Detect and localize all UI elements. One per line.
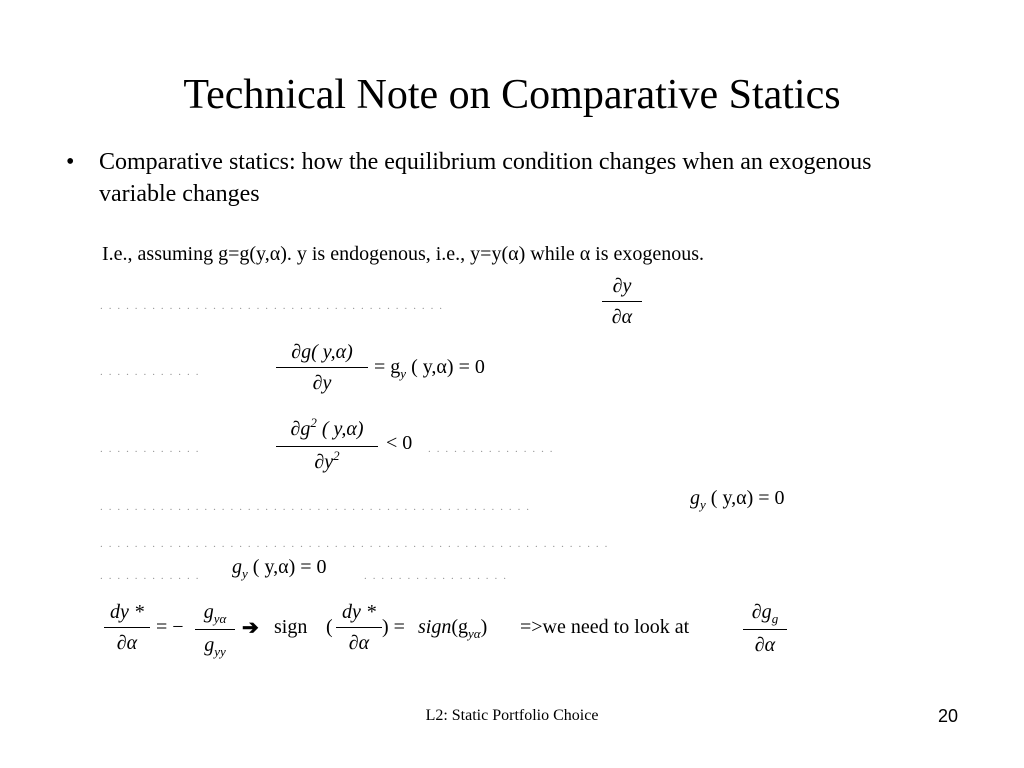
fraction-dy-dalpha bbox=[602, 271, 642, 332]
fraction-numerator bbox=[743, 597, 787, 629]
g-symbol: g bbox=[690, 487, 700, 509]
fraction-numerator: ∂y bbox=[612, 275, 632, 297]
subscript: g bbox=[771, 611, 779, 626]
subscript: yα bbox=[213, 611, 227, 626]
sign-italic: sign bbox=[418, 616, 452, 638]
fraction-gya-gyy bbox=[195, 597, 235, 662]
equation-gy-zero bbox=[374, 356, 485, 379]
partial-g: ∂g bbox=[751, 601, 772, 623]
look-at-text: =>we need to look at bbox=[520, 616, 690, 638]
fraction-dystar-dalpha-2 bbox=[336, 597, 382, 658]
equation-rhs: = g bbox=[374, 356, 401, 378]
fraction-denominator: ∂α bbox=[348, 632, 370, 654]
faint-text-row-1: . . . . . . . . . . . . . . . . . . . . . . . . . . . . . . . . . . . . . . . . bbox=[100, 300, 444, 312]
faint-text-row-6b: . . . . . . . . . . . . . . . . . bbox=[364, 570, 508, 582]
fraction-denominator bbox=[195, 630, 235, 662]
assumption-line: I.e., assuming g=g(y,α). y is endogenous, i.e., y=y(α) while α is exogenous. bbox=[102, 243, 705, 265]
open-paren: ( bbox=[326, 616, 333, 638]
bullet-icon: • bbox=[66, 149, 75, 175]
fraction-dgg-dalpha bbox=[743, 597, 787, 660]
subscript: yy bbox=[214, 644, 226, 659]
implies-arrow-icon: ➔ bbox=[242, 617, 259, 639]
g-symbol: g bbox=[232, 556, 242, 578]
footer-text: L2: Static Portfolio Choice bbox=[425, 707, 599, 724]
slide-title: Technical Note on Comparative Statics bbox=[183, 72, 841, 118]
subscript: y bbox=[700, 497, 706, 512]
sign-function bbox=[418, 616, 487, 639]
close-paren-equals: ) = bbox=[382, 616, 405, 638]
fraction-dg-dy bbox=[276, 337, 368, 398]
faint-text-row-5: . . . . . . . . . . . . . . . . . . . . . . . . . . . . . . . . . . . . . . . . . . . . . . . . . . . . . . . . . . . bbox=[100, 538, 609, 550]
fraction-denominator: ∂α bbox=[611, 306, 633, 328]
equation-row-6 bbox=[232, 556, 327, 579]
fraction-numerator: ∂g( y,α) bbox=[291, 341, 353, 363]
equation-args: ( y,α) = 0 bbox=[710, 487, 785, 509]
faint-text-row-2: . . . . . . . . . . . . bbox=[100, 366, 201, 378]
faint-text-row-6: . . . . . . . . . . . . bbox=[100, 570, 201, 582]
fraction-denominator: ∂α bbox=[754, 634, 776, 656]
sign-args-close: ) bbox=[480, 616, 488, 638]
fraction-dystar-dalpha bbox=[104, 597, 150, 658]
numerator-args: ( y,α) bbox=[316, 418, 364, 440]
equals-minus: = − bbox=[156, 616, 184, 638]
equation-args: ( y,α) = 0 bbox=[411, 356, 485, 378]
fraction-numerator bbox=[276, 414, 378, 446]
equation-args: ( y,α) = 0 bbox=[252, 556, 327, 578]
g-symbol: g bbox=[204, 634, 215, 656]
bullet-text: Comparative statics: how the equilibrium condition changes when an exogenous variable changes bbox=[99, 149, 872, 207]
sign-args-open: (g bbox=[451, 616, 469, 638]
subscript: y bbox=[242, 566, 248, 581]
fraction-second-derivative bbox=[276, 414, 378, 479]
subscript: y bbox=[400, 366, 407, 381]
page-number: 20 bbox=[938, 706, 959, 726]
less-than-zero: < 0 bbox=[386, 432, 413, 454]
faint-text-row-3: . . . . . . . . . . . . bbox=[100, 443, 201, 455]
fraction-numerator: dy * bbox=[110, 601, 144, 623]
g-symbol: g bbox=[203, 601, 214, 623]
faint-text-row-3b: . . . . . . . . . . . . . . . bbox=[428, 443, 555, 455]
sign-word: sign bbox=[274, 616, 308, 638]
denominator-part: ∂y bbox=[314, 451, 334, 473]
faint-text-row-4: . . . . . . . . . . . . . . . . . . . . . . . . . . . . . . . . . . . . . . . . . . . . . . . . . . bbox=[100, 501, 531, 513]
equation-row-4 bbox=[690, 487, 785, 510]
fraction-denominator: ∂α bbox=[116, 632, 138, 654]
fraction-numerator bbox=[195, 597, 235, 629]
fraction-denominator: ∂y bbox=[312, 372, 332, 394]
superscript: 2 bbox=[310, 415, 317, 430]
fraction-numerator: dy * bbox=[342, 601, 376, 623]
fraction-denominator bbox=[276, 447, 378, 479]
superscript: 2 bbox=[333, 448, 340, 463]
numerator-part: ∂g bbox=[290, 418, 311, 440]
bullet-item bbox=[66, 146, 946, 210]
subscript: yα bbox=[468, 626, 481, 641]
